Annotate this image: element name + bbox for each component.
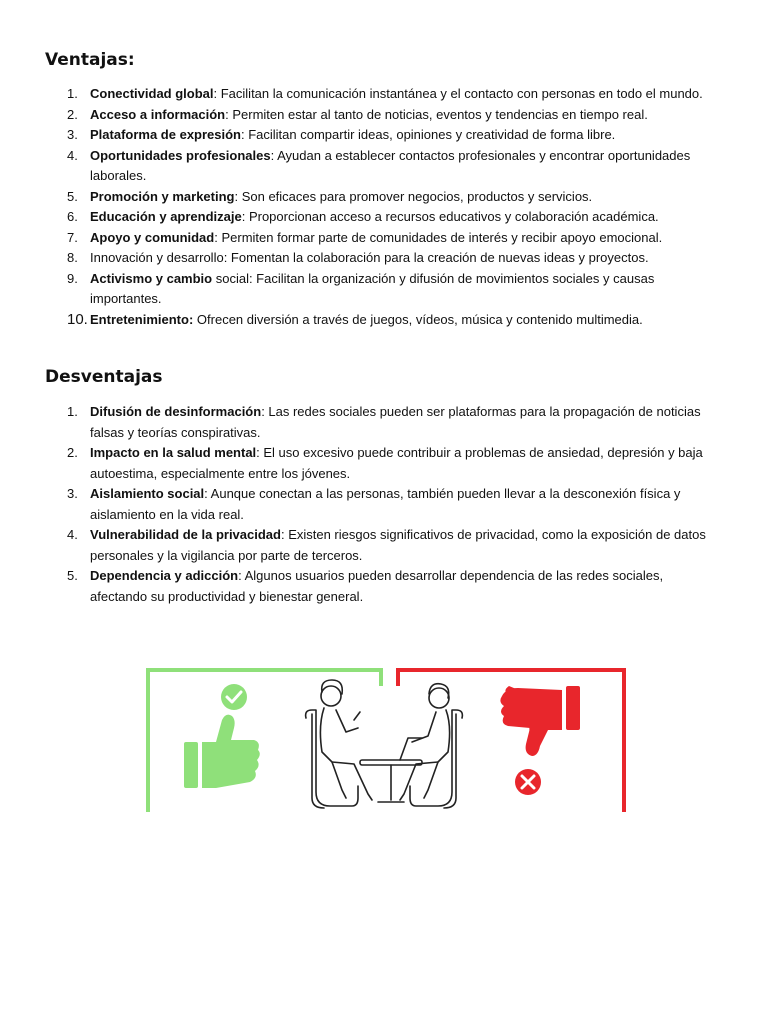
pros-cons-illustration <box>146 666 626 812</box>
item-term: Vulnerabilidad de la privacidad <box>90 527 281 542</box>
item-description: : Facilitan compartir ideas, opiniones y creatividad de forma libre. <box>241 127 616 142</box>
heading-desventajas: Desventajas <box>45 367 163 387</box>
desventaja-item <box>0 566 720 607</box>
ventaja-item <box>0 248 720 269</box>
item-description: : Existen riesgos significativos de privacidad, como la exposición de datos personales y la vigilancia por parte de terceros. <box>90 527 706 563</box>
desventaja-item <box>0 525 720 566</box>
item-term: Activismo y cambio <box>90 270 213 286</box>
item-description: Innovación y desarrollo: Fomentan la colaboración para la creación de nuevas ideas y proyectos. <box>90 250 649 265</box>
thumbs-down-icon <box>500 686 580 756</box>
item-term: Aislamiento social <box>90 486 205 501</box>
item-description: : El uso excesivo puede contribuir a problemas de ansiedad, depresión y baja autoestima, especialmente entre los jóvenes. <box>90 445 703 481</box>
item-number: 1. <box>67 404 78 419</box>
item-description: : Permiten formar parte de comunidades de interés y recibir apoyo emocional. <box>214 229 663 245</box>
item-term: Acceso a información <box>90 106 226 122</box>
item-number: 8. <box>67 250 78 265</box>
ventaja-item <box>0 269 720 310</box>
item-description: : Facilitan la comunicación instantánea y el contacto con personas en todo el mundo. <box>213 86 703 101</box>
item-number: 9. <box>67 270 78 286</box>
item-term: Apoyo y comunidad <box>90 229 215 245</box>
desventajas-list <box>0 402 768 607</box>
item-description: : Proporcionan acceso a recursos educativos y colaboración académica. <box>241 209 659 224</box>
heading-ventajas: Ventajas: <box>45 50 135 70</box>
ventaja-item <box>0 310 720 331</box>
item-description: : Algunos usuarios pueden desarrollar dependencia de las redes sociales, afectando su productividad y bienestar general. <box>90 568 664 604</box>
item-description: social: Facilitan la organización y difusión de movimientos sociales y causas importantes. <box>90 270 655 306</box>
ventaja-item <box>0 187 720 208</box>
item-term: Educación y aprendizaje <box>90 209 242 224</box>
ventaja-item <box>0 207 720 228</box>
item-term: Plataforma de expresión <box>90 127 241 142</box>
item-description: : Ayudan a establecer contactos profesionales y encontrar oportunidades laborales. <box>90 147 691 183</box>
item-number: 5. <box>67 188 78 204</box>
positive-frame <box>148 670 381 812</box>
item-term: Entretenimiento: <box>90 311 194 327</box>
thumbs-up-icon <box>184 715 260 788</box>
item-number: 2. <box>67 445 78 460</box>
item-number: 1. <box>67 86 78 101</box>
desventaja-item <box>0 443 720 484</box>
item-term: Impacto en la salud mental <box>90 445 257 460</box>
item-number: 2. <box>67 106 78 122</box>
x-circle-icon <box>515 769 541 795</box>
item-number: 4. <box>67 147 78 163</box>
item-description: Ofrecen diversión a través de juegos, vídeos, música y contenido multimedia. <box>193 311 643 327</box>
item-number: 6. <box>67 209 78 224</box>
item-number: 5. <box>67 568 78 583</box>
item-number: 4. <box>67 527 78 542</box>
ventaja-item <box>0 125 720 146</box>
two-people-at-table-icon <box>306 680 463 808</box>
ventajas-list <box>0 84 768 330</box>
item-term: Dependencia y adicción <box>90 568 239 583</box>
check-circle-icon <box>221 684 247 710</box>
item-description: : Permiten estar al tanto de noticias, eventos y tendencias en tiempo real. <box>225 106 648 122</box>
item-number: 7. <box>67 229 78 245</box>
item-term: Difusión de desinformación <box>90 404 262 419</box>
item-description: : Las redes sociales pueden ser plataformas para la propagación de noticias falsas y teorías conspirativas. <box>90 404 701 440</box>
item-term: Conectividad global <box>90 86 214 101</box>
ventaja-item <box>0 84 720 105</box>
desventaja-item <box>0 484 720 525</box>
item-term: Promoción y marketing <box>90 188 235 204</box>
item-description: : Aunque conectan a las personas, también pueden llevar a la desconexión física y aislamiento en la vida real. <box>90 486 681 522</box>
item-number: 3. <box>67 127 78 142</box>
item-description: : Son eficaces para promover negocios, productos y servicios. <box>234 188 593 204</box>
ventaja-item <box>0 228 720 249</box>
item-number: 10. <box>67 310 88 328</box>
item-number: 3. <box>67 486 78 501</box>
item-term: Oportunidades profesionales <box>90 147 271 163</box>
ventaja-item <box>0 105 720 126</box>
ventaja-item <box>0 146 720 187</box>
desventaja-item <box>0 402 720 443</box>
